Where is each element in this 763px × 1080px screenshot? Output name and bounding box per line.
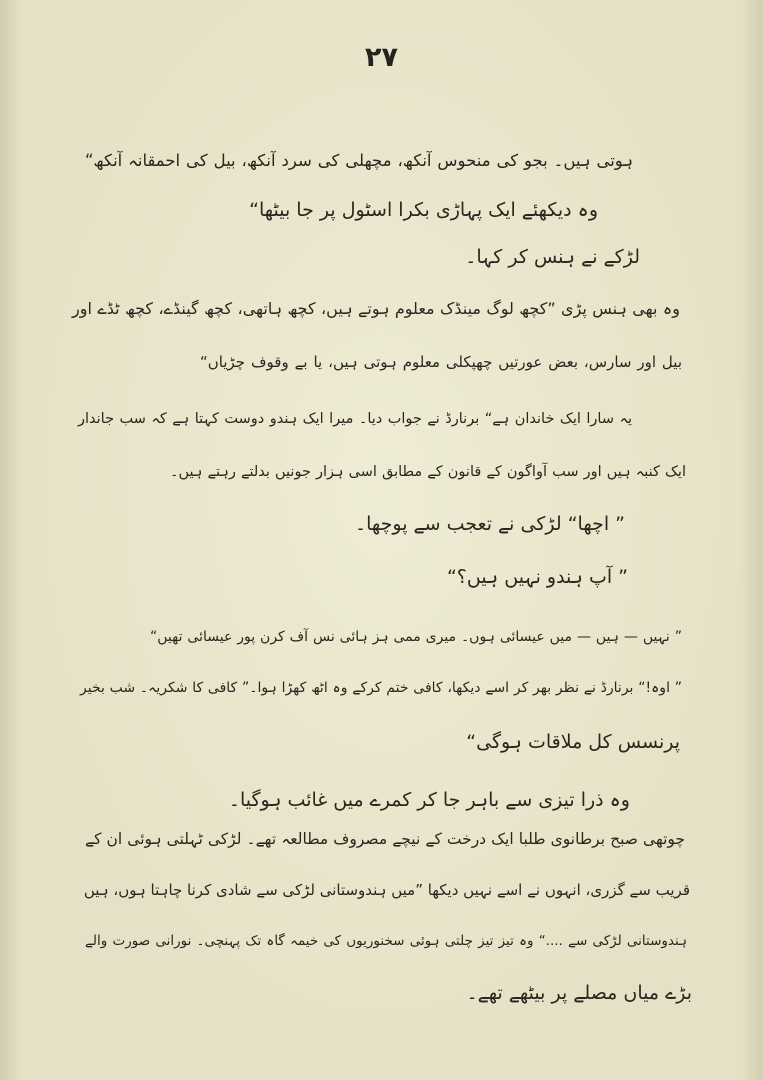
text-line-8: ” اچھا“ لڑکی نے تعجب سے پوچھا۔ [354,513,625,535]
text-line-11: ” اوہ!“ برنارڈ نے نظر بھر کر اسے دیکھا، کافی ختم کرکے وہ اٹھ کھڑا ہوا۔” کافی کا شکریہ۔ شب بخیر [80,680,682,696]
text-line-17: بڑے میاں مصلے پر بیٹھے تھے۔ [466,982,692,1004]
text-line-14: چوتھی صبح برطانوی طلبا ایک درخت کے نیچے مصروف مطالعہ تھے۔ لڑکی ٹہلتی ہوئی ان کے [85,830,685,848]
text-line-6: یہ سارا ایک خاندان ہے“ برنارڈ نے جواب دیا۔ میرا ایک ہندو دوست کہتا ہے کہ سب جاندار [78,411,632,427]
text-line-2: وہ دیکھئے ایک پہاڑی بکرا اسٹول پر جا بیٹھا“ [249,199,598,221]
text-line-13: وہ ذرا تیزی سے باہر جا کر کمرے میں غائب ہوگیا۔ [228,789,630,811]
text-line-4: وہ بھی ہنس پڑی ”کچھ لوگ مینڈک معلوم ہوتے ہیں، کچھ ہاتھی، کچھ گینڈے، کچھ ٹڈے اور [72,299,680,318]
text-line-15: قریب سے گزری، انہوں نے اسے نہیں دیکھا ”میں ہندوستانی لڑکی سے شادی کرنا چاہتا ہوں، ہیں [83,881,690,899]
page-number: ۲۷ [365,42,398,73]
text-line-16: ہندوستانی لڑکی سے ....“ وہ تیز تیز چلتی ہوئی سخنوریوں کی خیمہ گاہ تک پہنچی۔ نورانی صورت والے [85,933,687,949]
text-line-7: ایک کنبہ ہیں اور سب آواگون کے قانون کے مطابق اسی ہزار جونیں بدلتے رہتے ہیں۔ [170,464,686,480]
text-line-1: ہوتی ہیں۔ بجو کی منحوس آنکھ، مچھلی کی سرد آنکھ، بیل کی احمقانہ آنکھ“ [85,151,633,170]
text-line-5: بیل اور سارس، بعض عورتیں چھپکلی معلوم ہوتی ہیں، یا بے وقوف چڑیاں“ [200,353,682,371]
text-line-12: پرنسس کل ملاقات ہوگی“ [466,731,680,753]
text-line-9: ” آپ ہندو نہیں ہیں؟“ [446,566,628,588]
text-line-10: ” نہیں — ہیں — میں عیسائی ہوں۔ میری ممی ہز ہائی نس آف کرن پور عیسائی تھیں“ [150,629,682,645]
text-line-3: لڑکے نے ہنس کر کہا۔ [465,246,640,268]
